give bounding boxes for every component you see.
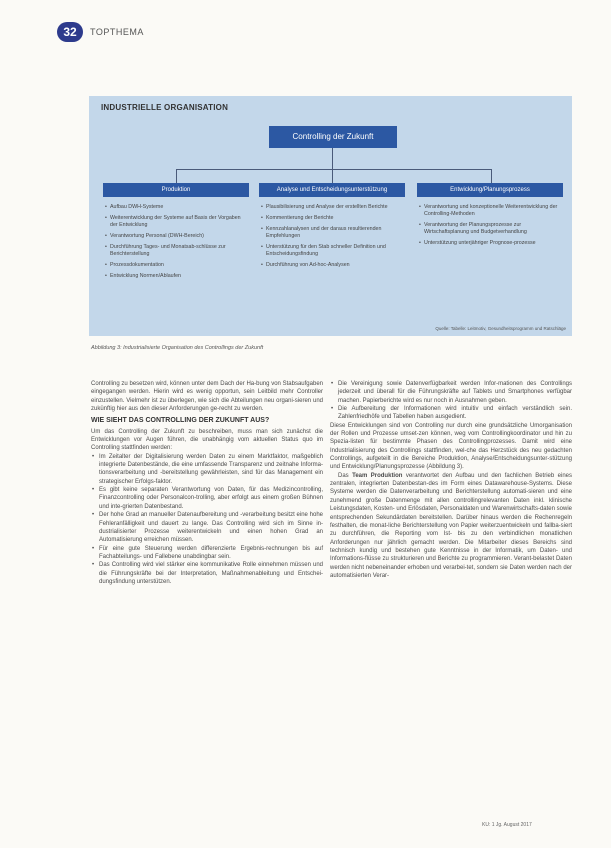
list-item: • Unterstützung für den Stab schneller Definition und Entscheidungsfindung [261, 244, 401, 258]
column-list-analyse [261, 204, 401, 273]
list-item: • Das Controlling wird viel stärker eine kommunikative Rolle einnehmen müssen und die Führungskräfte bei der Interpretation, Maßnahmenableitung und Entschei-dungsfindung unterstützen. [91, 561, 323, 586]
column-list-entwicklung [419, 204, 561, 251]
column-list-produktion [105, 204, 245, 284]
left-text-column [91, 380, 323, 586]
lead-paragraph: Um das Controlling der Zukunft zu beschreiben, muss man sich zunächst die Entwicklungen vor Augen führen, die unabhängig vom aktuellen Status quo im Controlling stattfinden werden: [91, 428, 323, 452]
list-item: • Im Zeitalter der Digitalisierung werden Daten zu einem Marktfaktor, maßgeblich integrierte Datenbestände, die eine umfassende Transparenz und zeitnahe Informa-tionsverarbeitung und -bereitstellung gewährleisten, sind für das Management ein strategischer Erfolgs-faktor. [91, 453, 323, 486]
right-text-column [330, 380, 572, 580]
column-head-analyse: Analyse und Entscheidungsunterstützung [259, 183, 405, 197]
bullet-list-left [91, 453, 323, 587]
column-head-entwicklung: Entwicklung/Planungsprozess [417, 183, 563, 197]
section-heading: WIE SIEHT DAS CONTROLLING DER ZUKUNFT AUS? [91, 417, 270, 425]
paragraph-rest: verantwortet den Aufbau und den fachlichen Betrieb eines zentralen, integrierten Datenbestan-des im Form eines Datawarehouse-Systems. Diese Systeme werden die Datenverarbeitung und Berichterstellung automati-sieren und eine zunehmend große Datenmenge mit allen controllingrelevanten Daten inkl. klinische Leistungsdaten, Kosten- und Erlösdaten, Personaldaten und Warenwirtschafts-daten sowie entsprechenden Sekundärdaten bereitstellen. Darüber hinaus werden die Rechenregeln festhalten, die monat-liche Berichterstellung von Papier weiterzuentwickeln und fallba-siert zu durchführen, die Reporting vom Ist- bis zu den verbindlichen monatlichen Anforderungen nur jährlich gemacht werden. Die Mitarbeiter dieses Bereichs sind technisch kundig und bestehen gute Kenntnisse in der Informatik, um Daten- und Informations-flüsse zu strukturieren und Berichte zu programmieren. Verant-belastet Daten werden nicht nebeneinander erhoben und verarbei-tet, sondern sie Daten werden nach der automatisierten Verar- [330, 472, 572, 579]
list-item: • Verantwortung Personal (DWH-Bereich) [105, 233, 245, 240]
org-chart-figure [89, 96, 572, 336]
page-number: 32 [57, 22, 83, 42]
main-box: Controlling der Zukunft [269, 126, 397, 148]
list-item: • Die Vereinigung sowie Datenverfügbarkeit werden Infor-mationen des Controllings jederzeit und überall für die Führungskräfte auf Tablets und Smartphones verfügbar machen. Papierberichte wird es nur noch in Ausnahmen geben. [330, 380, 572, 405]
list-item: • Verantwortung und konzeptionelle Weiterentwicklung der Controlling-Methoden [419, 204, 561, 218]
list-item: • Aufbau DWH-Systeme [105, 204, 245, 211]
list-item: • Für eine gute Steuerung werden differenzierte Ergebnis-rechnungen bis auf Fachabteilungs- und Fallebene unabdingbar sein. [91, 545, 323, 562]
list-item: • Kennzahlanalysen und der daraus resultierenden Empfehlungen [261, 226, 401, 240]
list-item: • Unterstützung unterjähriger Prognose-prozesse [419, 240, 561, 247]
list-item: • Weiterentwicklung der Systeme auf Basis der Vorgaben der Entwicklung [105, 215, 245, 229]
list-item: • Die Aufbereitung der Informationen wird intuitiv und einfach verständlich sein. Zahlenfriedhöfe und Tabellen haben ausgedient. [330, 405, 572, 422]
connector-mid [332, 169, 333, 183]
footer: KU: 1 Jg. August 2017 [482, 822, 532, 828]
list-item: • Entwicklung Normen/Ablaufen [105, 273, 245, 280]
figure-caption: Abbildung 3: Industrialisierte Organisation des Controllings der Zukunft [91, 345, 264, 351]
list-item: • Kommentierung der Berichte [261, 215, 401, 222]
column-head-produktion: Produktion [103, 183, 249, 197]
connector-horizontal [176, 169, 491, 170]
connector-left [176, 169, 177, 183]
list-item: • Es gibt keine separaten Verantwortung von Daten, für das Medizincontrolling, Finanzcontrolling oder Personalcon-trolling, aber erfolgt aus einem großen Bühnen und inte-grierten Datenbestand. [91, 486, 323, 511]
bullet-list-right [330, 380, 572, 422]
list-item: • Durchführung von Ad-hoc-Analysen [261, 262, 401, 269]
list-item: • Durchführung Tages- und Monatsab-schlüsse zur Berichterstellung [105, 244, 245, 258]
list-item: • Der hohe Grad an manueller Datenaufbereitung und -verarbeitung besitzt eine hohe Fehleranfälligkeit und dauert zu lange. Das Controlling wird sich im Sinne in-dustrialisierter Prozesse weiterentwickeln und einen hohen Grad an Automatisierung erreichen müssen. [91, 511, 323, 544]
connector-right [491, 169, 492, 183]
paragraph: Diese Entwicklungen sind von Controlling nur durch eine grundsätzliche Umorganisation der Rollen und Prozesse umset-zen können, weg vom Controllingkoordinator und hin zu Spezia-listen für bestimmte Phasen des Controllingprozesses. Damit wird eine Industrialisierung des Controllings stattfinden, wel-che das Herzstück des neu gedachten Controllings, aufgeteilt in die Bereiche Produktion, Analyse/Entscheidungsunter-stützung und Entwicklung/Planungsprozesse (Abbildung 3). [330, 422, 572, 471]
paragraph-lead: Das [338, 472, 353, 479]
paragraph-team-produktion [330, 472, 572, 580]
intro-paragraph: Controlling zu besetzen wird, können unter dem Dach der Ha-bung von Stabsaufgaben eingegangen werden. Hierin wird es wenig opportun, sein Leitbild mehr Controller einzustellen. Vielmehr ist zu überlegen, wie sich die Abteilungen neu organi-sieren und zukünftig hier aus den dieser Anforderungen ge-recht zu werden. [91, 381, 323, 413]
list-item: • Verantwortung der Planungsprozesse zur Wirtschaftsplanung und Budgetverhandlung [419, 222, 561, 236]
connector-vertical-main [332, 148, 333, 169]
list-item: • Plausibilisierung und Analyse der erstellten Berichte [261, 204, 401, 211]
figure-source: Quelle: Tabelle: Leitmotiv, Gesundheitsprogramm und Ratschläge [435, 326, 566, 331]
figure-title: INDUSTRIELLE ORGANISATION [101, 103, 229, 112]
list-item: • Prozessdokumentation [105, 262, 245, 269]
section-label: TOPTHEMA [90, 27, 144, 37]
bold-term: Team Produktion [352, 472, 403, 479]
